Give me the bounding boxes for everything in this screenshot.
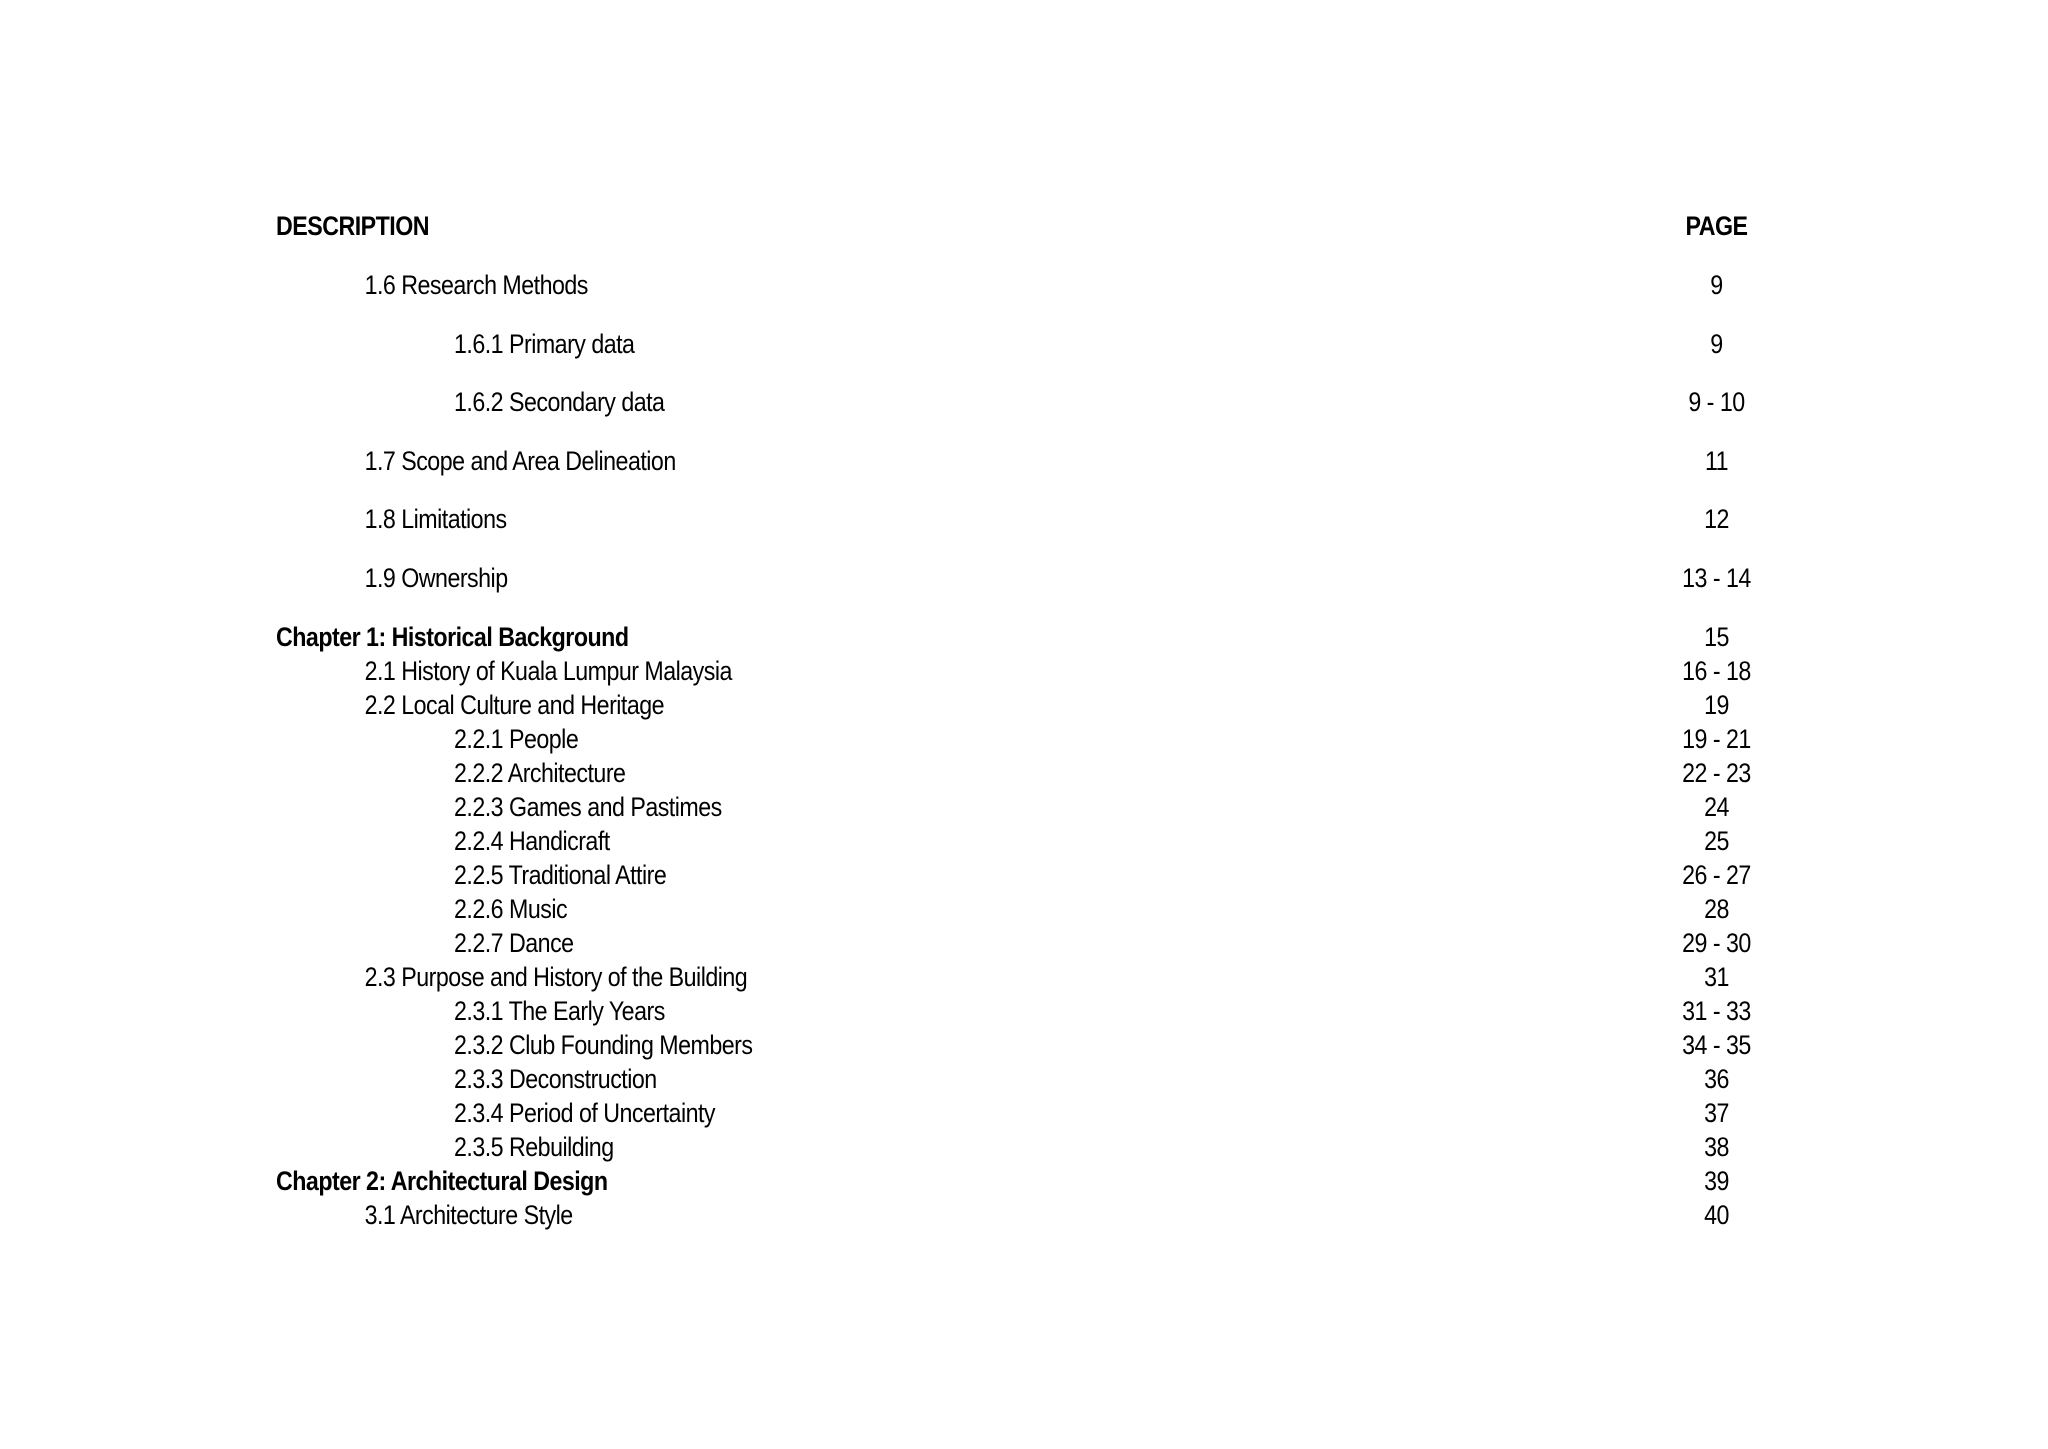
toc-entry bbox=[276, 892, 1729, 926]
toc-entry bbox=[276, 444, 1729, 478]
toc-entry-page: 16 - 18 bbox=[1682, 656, 1751, 686]
toc-entry-page: 19 - 21 bbox=[1682, 724, 1751, 754]
toc-entry-label: 1.6.2 Secondary data bbox=[454, 387, 665, 417]
toc-entry-label: 1.7 Scope and Area Delineation bbox=[364, 446, 676, 476]
toc-entry bbox=[276, 268, 1723, 302]
toc-entry bbox=[276, 722, 1751, 756]
toc-entry-page: 9 - 10 bbox=[1688, 387, 1745, 417]
toc-entry-page: 25 bbox=[1704, 826, 1729, 856]
toc-entry-page: 29 - 30 bbox=[1682, 928, 1751, 958]
toc-entry-page: 38 bbox=[1704, 1132, 1729, 1162]
toc-entry-label: 2.1 History of Kuala Lumpur Malaysia bbox=[364, 656, 732, 686]
description-column-header: DESCRIPTION bbox=[276, 211, 430, 241]
toc-entry-page: 39 bbox=[1704, 1166, 1729, 1196]
toc-entry-label: 2.2.2 Architecture bbox=[454, 758, 626, 788]
toc-entry bbox=[276, 756, 1751, 790]
toc-entry-label: 2.3.3 Deconstruction bbox=[454, 1064, 657, 1094]
toc-entry-label: 2.2.1 People bbox=[454, 724, 579, 754]
toc-entry-label: Chapter 1: Historical Background bbox=[276, 622, 629, 652]
page-column-header: PAGE bbox=[1685, 211, 1748, 241]
toc-entry-label: 2.3.2 Club Founding Members bbox=[454, 1030, 753, 1060]
toc-entry bbox=[276, 960, 1729, 994]
toc-entry-label: 2.3.5 Rebuilding bbox=[454, 1132, 614, 1162]
toc-entry bbox=[276, 654, 1751, 688]
toc-chapter-heading bbox=[276, 620, 1729, 654]
toc-entry-label: 2.2.5 Traditional Attire bbox=[454, 860, 667, 890]
toc-entry-page: 31 - 33 bbox=[1682, 996, 1751, 1026]
toc-entry-label: 2.2.4 Handicraft bbox=[454, 826, 610, 856]
toc-entry-label: 2.2.7 Dance bbox=[454, 928, 574, 958]
toc-entry bbox=[276, 824, 1729, 858]
toc-entry-page: 15 bbox=[1704, 622, 1729, 652]
toc-entry bbox=[276, 561, 1751, 595]
toc-entry-label: 2.2.3 Games and Pastimes bbox=[454, 792, 722, 822]
toc-entry bbox=[276, 688, 1729, 722]
toc-entry bbox=[276, 327, 1723, 361]
toc-entry bbox=[276, 1130, 1729, 1164]
toc-entry bbox=[276, 385, 1745, 419]
toc-entry-label: 2.2 Local Culture and Heritage bbox=[364, 690, 665, 720]
toc-entry-label: 2.3 Purpose and History of the Building bbox=[364, 962, 748, 992]
toc-header-row bbox=[276, 209, 1748, 243]
toc-entry bbox=[276, 858, 1751, 892]
toc-entry-page: 12 bbox=[1704, 504, 1729, 534]
toc-entry-label: 1.6 Research Methods bbox=[364, 270, 588, 300]
toc-entry-label: 2.3.1 The Early Years bbox=[454, 996, 665, 1026]
toc-entry bbox=[276, 1198, 1729, 1232]
toc-entry bbox=[276, 994, 1751, 1028]
toc-entry bbox=[276, 502, 1729, 536]
toc-entry-page: 11 bbox=[1704, 446, 1729, 476]
toc-chapter-heading bbox=[276, 1164, 1729, 1198]
toc-entry bbox=[276, 1028, 1751, 1062]
toc-entry-page: 28 bbox=[1704, 894, 1729, 924]
toc-entry bbox=[276, 790, 1729, 824]
toc-entry-page: 9 bbox=[1710, 329, 1723, 359]
toc-entry-page: 22 - 23 bbox=[1682, 758, 1751, 788]
toc-entry-page: 9 bbox=[1710, 270, 1723, 300]
toc-entry-page: 36 bbox=[1704, 1064, 1729, 1094]
toc-entry-label: Chapter 2: Architectural Design bbox=[276, 1166, 608, 1196]
toc-entry-label: 1.9 Ownership bbox=[364, 563, 508, 593]
toc-entry bbox=[276, 1096, 1729, 1130]
toc-entry-page: 24 bbox=[1704, 792, 1729, 822]
toc-entry bbox=[276, 1062, 1729, 1096]
toc-entry bbox=[276, 926, 1751, 960]
toc-entry-page: 13 - 14 bbox=[1682, 563, 1751, 593]
toc-entry-label: 2.3.4 Period of Uncertainty bbox=[454, 1098, 716, 1128]
toc-entry-label: 3.1 Architecture Style bbox=[364, 1200, 573, 1230]
toc-entry-page: 37 bbox=[1704, 1098, 1729, 1128]
toc-entry-page: 31 bbox=[1704, 962, 1729, 992]
toc-entry-label: 1.6.1 Primary data bbox=[454, 329, 635, 359]
toc-entry-page: 40 bbox=[1704, 1200, 1729, 1230]
toc-entry-label: 2.2.6 Music bbox=[454, 894, 568, 924]
toc-entry-label: 1.8 Limitations bbox=[364, 504, 507, 534]
toc-entry-page: 19 bbox=[1704, 690, 1729, 720]
toc-entry-page: 26 - 27 bbox=[1682, 860, 1751, 890]
toc-entry-page: 34 - 35 bbox=[1682, 1030, 1751, 1060]
